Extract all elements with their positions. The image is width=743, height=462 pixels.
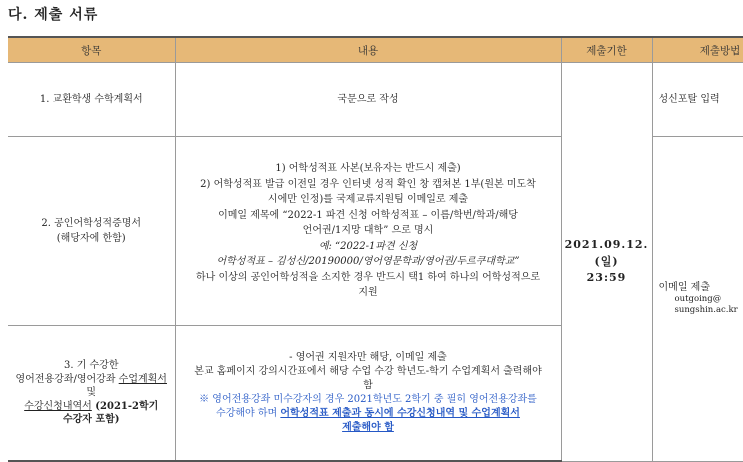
header-method: 제출방법 — [652, 37, 743, 63]
item-cell — [8, 326, 175, 462]
deadline-cell — [561, 63, 652, 462]
content-line: 함 — [178, 379, 559, 393]
item-cell — [8, 137, 175, 326]
content-line: 시에만 인정)를 국제교류지원팀 이메일로 제출 — [178, 192, 559, 208]
item-text: 수강신청내역서 (2021-2학기 — [10, 400, 173, 414]
content-notice: 제출해야 함 — [178, 421, 559, 435]
header-deadline: 제출기한 — [561, 37, 652, 63]
section-title: 다. 제출 서류 — [8, 4, 98, 24]
table-row — [8, 63, 743, 137]
header-content: 내용 — [175, 37, 561, 63]
method-text: 성신포탈 입력 — [659, 94, 720, 105]
registration-text: 수강신청내역서 — [24, 401, 92, 412]
item-text: 수강자 포함) — [10, 413, 173, 427]
content-notice: 수강해야 하며 어학성적표 제출과 동시에 수강신청내역 및 수업계획서 — [178, 407, 559, 421]
content-notice: ※ 영어전용강좌 미수강자의 경우 2021학년도 2학기 중 필히 영어전용강좌를 — [178, 393, 559, 407]
content-example: 어학성적표 – 김성신/20190000/영어영문학과/영어권/두르쿠대학교” — [178, 254, 559, 270]
submission-documents-table — [8, 36, 743, 462]
content-line: 1) 어학성적표 사본(보유자는 반드시 제출) — [178, 161, 559, 177]
content-example: 예: “2022-1파견 신청 — [178, 239, 559, 255]
content-line: 하나 이상의 공인어학성적을 소지한 경우 반드시 택1 하여 하나의 어학성적으로 — [178, 270, 559, 286]
header-item: 항목 — [8, 37, 175, 63]
item-text: 및 — [10, 386, 173, 400]
item-cell — [8, 63, 175, 137]
content-line: 본교 홈페이지 강의시간표에서 해당 수업 수강 학년도-학기 수업계획서 출력해야 — [178, 365, 559, 379]
content-line: - 영어권 지원자만 해당, 이메일 제출 — [178, 351, 559, 365]
email-method-cell — [652, 137, 743, 462]
content-cell — [175, 326, 561, 462]
deadline-time: 23:59 — [587, 271, 627, 284]
deadline-day: 일) — [601, 255, 619, 268]
content-line: 이메일 제목에 “2022-1 파견 신청 어학성적표 – 이름/학번/학과/해당 — [178, 208, 559, 224]
email-method-label: 이메일 제출 — [659, 281, 743, 294]
syllabus-text: 수업계획서 — [119, 374, 167, 385]
method-cell — [652, 63, 743, 137]
content-text: 국문으로 작성 — [178, 92, 559, 107]
item-text: 영어전용강좌/영어강좌 수업계획서 — [10, 373, 173, 387]
email-domain: sungshin.ac.kr — [659, 305, 743, 316]
content-cell — [175, 137, 561, 326]
content-cell — [175, 63, 561, 137]
item-text: 2. 공인어학성적증명서 — [10, 216, 173, 231]
item-text: 3. 기 수강한 — [10, 359, 173, 373]
content-line: 지원 — [178, 285, 559, 301]
item-text: 1. 교환학생 수학계획서 — [10, 92, 173, 107]
table-header-row — [8, 37, 743, 63]
deadline-date: 2021.09.12.( — [565, 238, 649, 268]
item-note: (해당자에 한함) — [10, 231, 173, 246]
content-line: 언어권/1지망 대학” 으로 명시 — [178, 223, 559, 239]
email-address: outgoing@ — [659, 294, 743, 305]
content-line: 2) 어학성적표 발급 이전일 경우 인터넷 성적 확인 창 캡쳐본 1부(원본 미도착 — [178, 177, 559, 193]
